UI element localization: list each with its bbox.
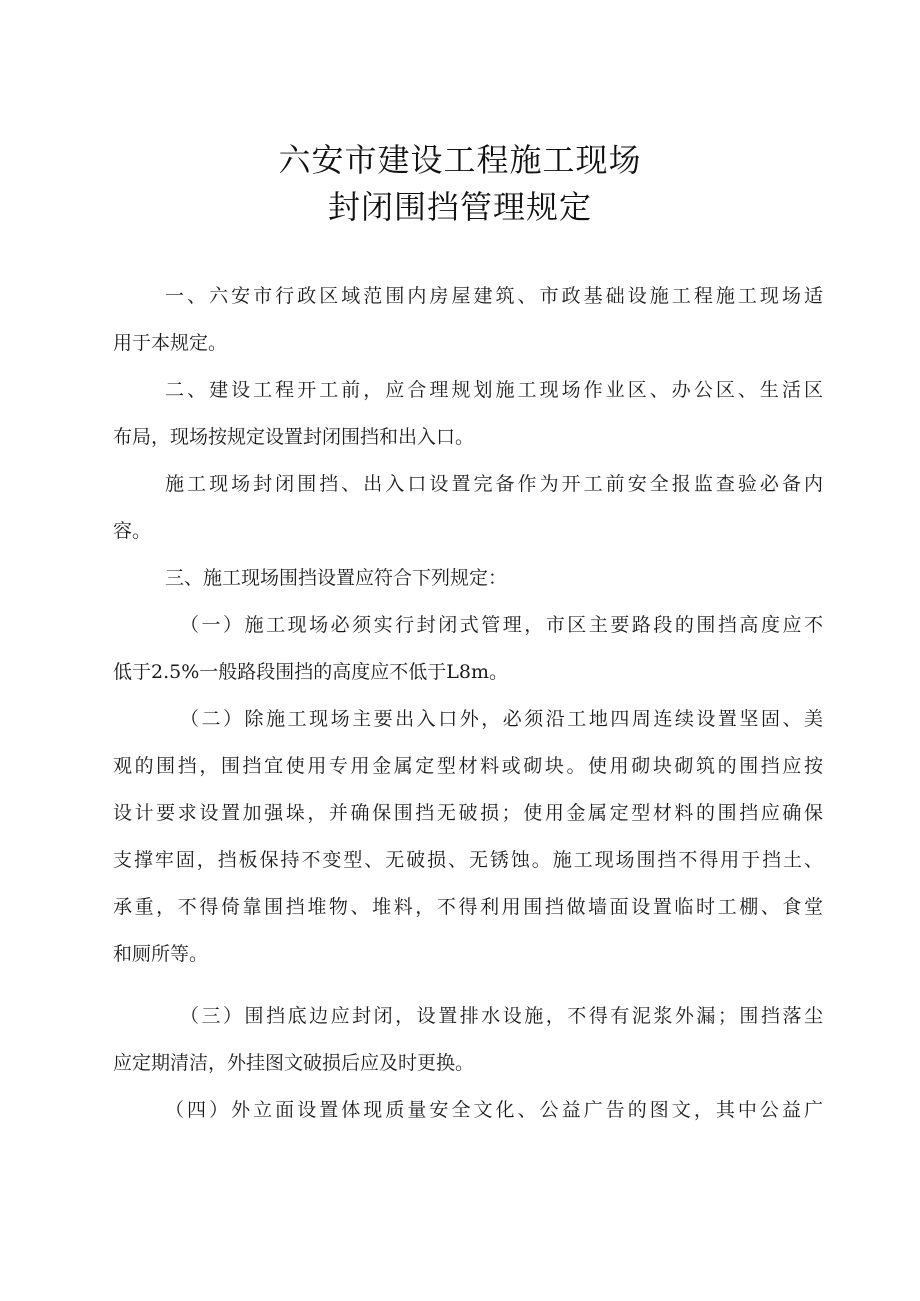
paragraph-line: 三、施工现场围挡设置应符合下列规定： [165,567,508,589]
document-title-line-2: 封闭围挡管理规定 [327,188,592,226]
paragraph-line: （一）施工现场必须实行封闭式管理，市区主要路段的围挡高度应不 [180,614,823,636]
paragraph-line: 支撑牢固，挡板保持不变型、无破损、无锈蚀。施工现场围挡不得用于挡土、 [113,849,823,871]
paragraph-line: 观的围挡，围挡宜使用专用金属定型材料或砌块。使用砌块砌筑的围挡应按 [113,755,823,777]
paragraph-line: 和厕所等。 [113,943,209,965]
paragraph-line: （三）围挡底边应封闭，设置排水设施，不得有泥浆外漏；围挡落尘 [180,1005,823,1027]
paragraph-line: 设计要求设置加强垛，并确保围挡无破损；使用金属定型材料的围挡应确保 [113,802,823,824]
paragraph-line: （四）外立面设置体现质量安全文化、公益广告的图文，其中公益广 [165,1099,823,1121]
paragraph-line: 施工现场封闭围挡、出入口设置完备作为开工前安全报监查验必备内 [165,473,823,495]
paragraph-line: 承重，不得倚靠围挡堆物、堆料，不得利用围挡做墙面设置临时工棚、食堂 [113,896,823,918]
paragraph-line: 一、六安市行政区域范围内房屋建筑、市政基础设施工程施工现场适 [165,285,823,307]
paragraph-line: 用于本规定。 [113,332,228,354]
paragraph-line: 应定期清洁，外挂图文破损后应及时更换。 [113,1052,475,1074]
paragraph-line: 布局，现场按规定设置封闭围挡和出入口。 [113,426,475,448]
paragraph-line: 容。 [113,520,152,542]
paragraph-line: 二、建设工程开工前，应合理规划施工现场作业区、办公区、生活区 [165,379,823,401]
document-title-line-1: 六安市建设工程施工现场 [278,141,642,179]
paragraph-line: 低于2.5%一般路段围挡的高度应不低于L8m。 [113,661,508,683]
paragraph-line: （二）除施工现场主要出入口外，必须沿工地四周连续设置坚固、美 [180,708,823,730]
